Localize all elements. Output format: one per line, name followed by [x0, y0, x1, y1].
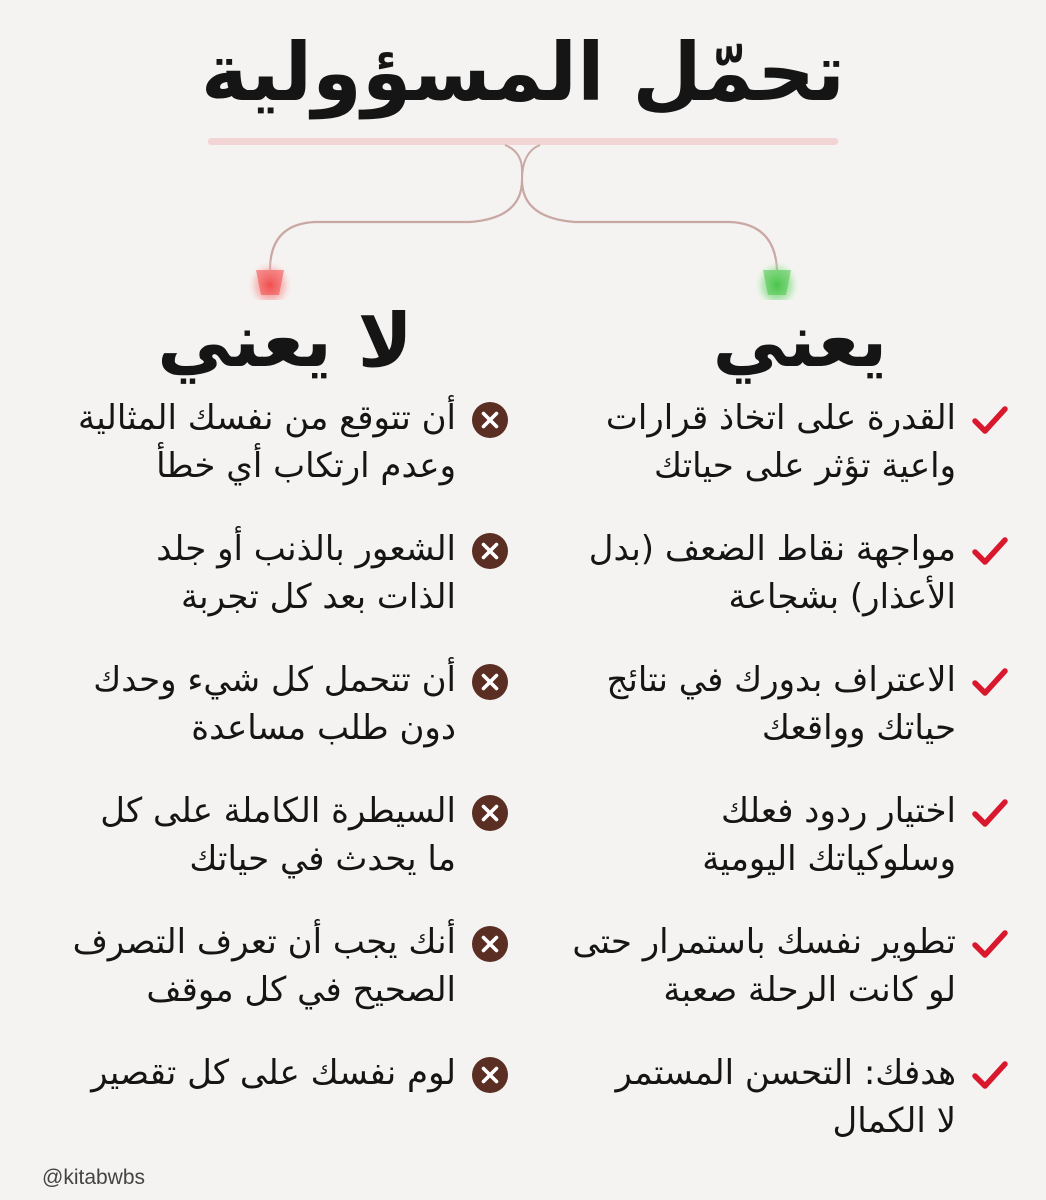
item-line-2: الأعذار) بشجاعة	[728, 577, 956, 617]
x-circle-icon	[470, 1055, 510, 1095]
check-icon	[970, 662, 1010, 702]
item-line-1: أنك يجب أن تعرف التصرف	[72, 922, 456, 962]
item-line-1: لوم نفسك على كل تقصير	[91, 1053, 456, 1093]
x-circle-icon	[470, 924, 510, 964]
check-icon	[970, 400, 1010, 440]
item-line-2: دون طلب مساعدة	[191, 708, 456, 748]
means-item-3	[540, 656, 1010, 787]
means-item-text	[702, 787, 956, 883]
item-line-1: الشعور بالذنب أو جلد	[156, 529, 456, 569]
item-line-2: لو كانت الرحلة صعبة	[663, 970, 956, 1010]
item-line-1: أن تتحمل كل شيء وحدك	[93, 660, 456, 700]
item-line-1: السيطرة الكاملة على كل	[100, 791, 456, 831]
means-heading: يعني	[712, 298, 888, 384]
means-item-6	[540, 1049, 1010, 1180]
divider-bar	[208, 138, 838, 145]
not-means-item-4	[40, 787, 510, 918]
x-circle-icon	[470, 662, 510, 702]
item-line-2: الصحيح في كل موقف	[146, 970, 456, 1010]
check-icon	[970, 924, 1010, 964]
check-icon	[970, 793, 1010, 833]
means-list	[540, 394, 1010, 1180]
author-handle: @kitabwbs	[42, 1166, 146, 1189]
means-item-5	[540, 918, 1010, 1049]
title-divider-branches	[0, 120, 1046, 300]
item-line-1: تطوير نفسك باستمرار حتى	[572, 922, 956, 962]
not-means-item-text	[93, 656, 456, 752]
item-line-2: وسلوكياتك اليومية	[702, 839, 956, 879]
not-means-item-text	[78, 394, 456, 490]
not-means-item-6	[40, 1049, 510, 1180]
item-line-1: اختيار ردود فعلك	[720, 791, 956, 831]
means-item-text	[606, 656, 956, 752]
does-not-mean-heading: لا يعني	[157, 298, 413, 384]
means-item-text	[572, 918, 956, 1014]
item-line-2: وعدم ارتكاب أي خطأ	[156, 446, 456, 486]
item-line-1: القدرة على اتخاذ قرارات	[605, 398, 956, 438]
means-item-4	[540, 787, 1010, 918]
means-item-2	[540, 525, 1010, 656]
not-means-item-5	[40, 918, 510, 1049]
does-not-mean-list	[40, 394, 510, 1180]
item-line-1: مواجهة نقاط الضعف (بدل	[588, 529, 956, 569]
x-circle-icon	[470, 531, 510, 571]
item-line-2: الذات بعد كل تجربة	[180, 577, 456, 617]
means-item-text	[616, 1049, 956, 1145]
item-line-1: الاعتراف بدورك في نتائج	[606, 660, 956, 700]
not-means-item-text	[91, 1049, 456, 1097]
item-line-1: أن تتوقع من نفسك المثالية	[78, 398, 456, 438]
not-means-item-text	[73, 918, 456, 1014]
item-line-1: هدفك: التحسن المستمر	[615, 1053, 956, 1093]
means-item-1	[540, 394, 1010, 525]
not-means-item-text	[100, 787, 456, 883]
means-item-text	[606, 394, 956, 490]
item-line-2: حياتك وواقعك	[761, 708, 956, 748]
item-line-2: واعية تؤثر على حياتك	[654, 446, 956, 486]
branch-stem	[505, 145, 540, 180]
check-icon	[970, 531, 1010, 571]
branch-left-line	[270, 180, 522, 270]
branch-right-line	[522, 180, 777, 270]
page-title: تحمّل المسؤولية	[200, 26, 846, 119]
x-circle-icon	[470, 793, 510, 833]
check-icon	[970, 1055, 1010, 1095]
x-circle-icon	[470, 400, 510, 440]
means-item-text	[589, 525, 956, 621]
item-line-2: ما يحدث في حياتك	[189, 839, 456, 879]
not-means-item-1	[40, 394, 510, 525]
item-line-2: لا الكمال	[832, 1101, 956, 1141]
not-means-item-2	[40, 525, 510, 656]
not-means-item-text	[156, 525, 456, 621]
not-means-item-3	[40, 656, 510, 787]
